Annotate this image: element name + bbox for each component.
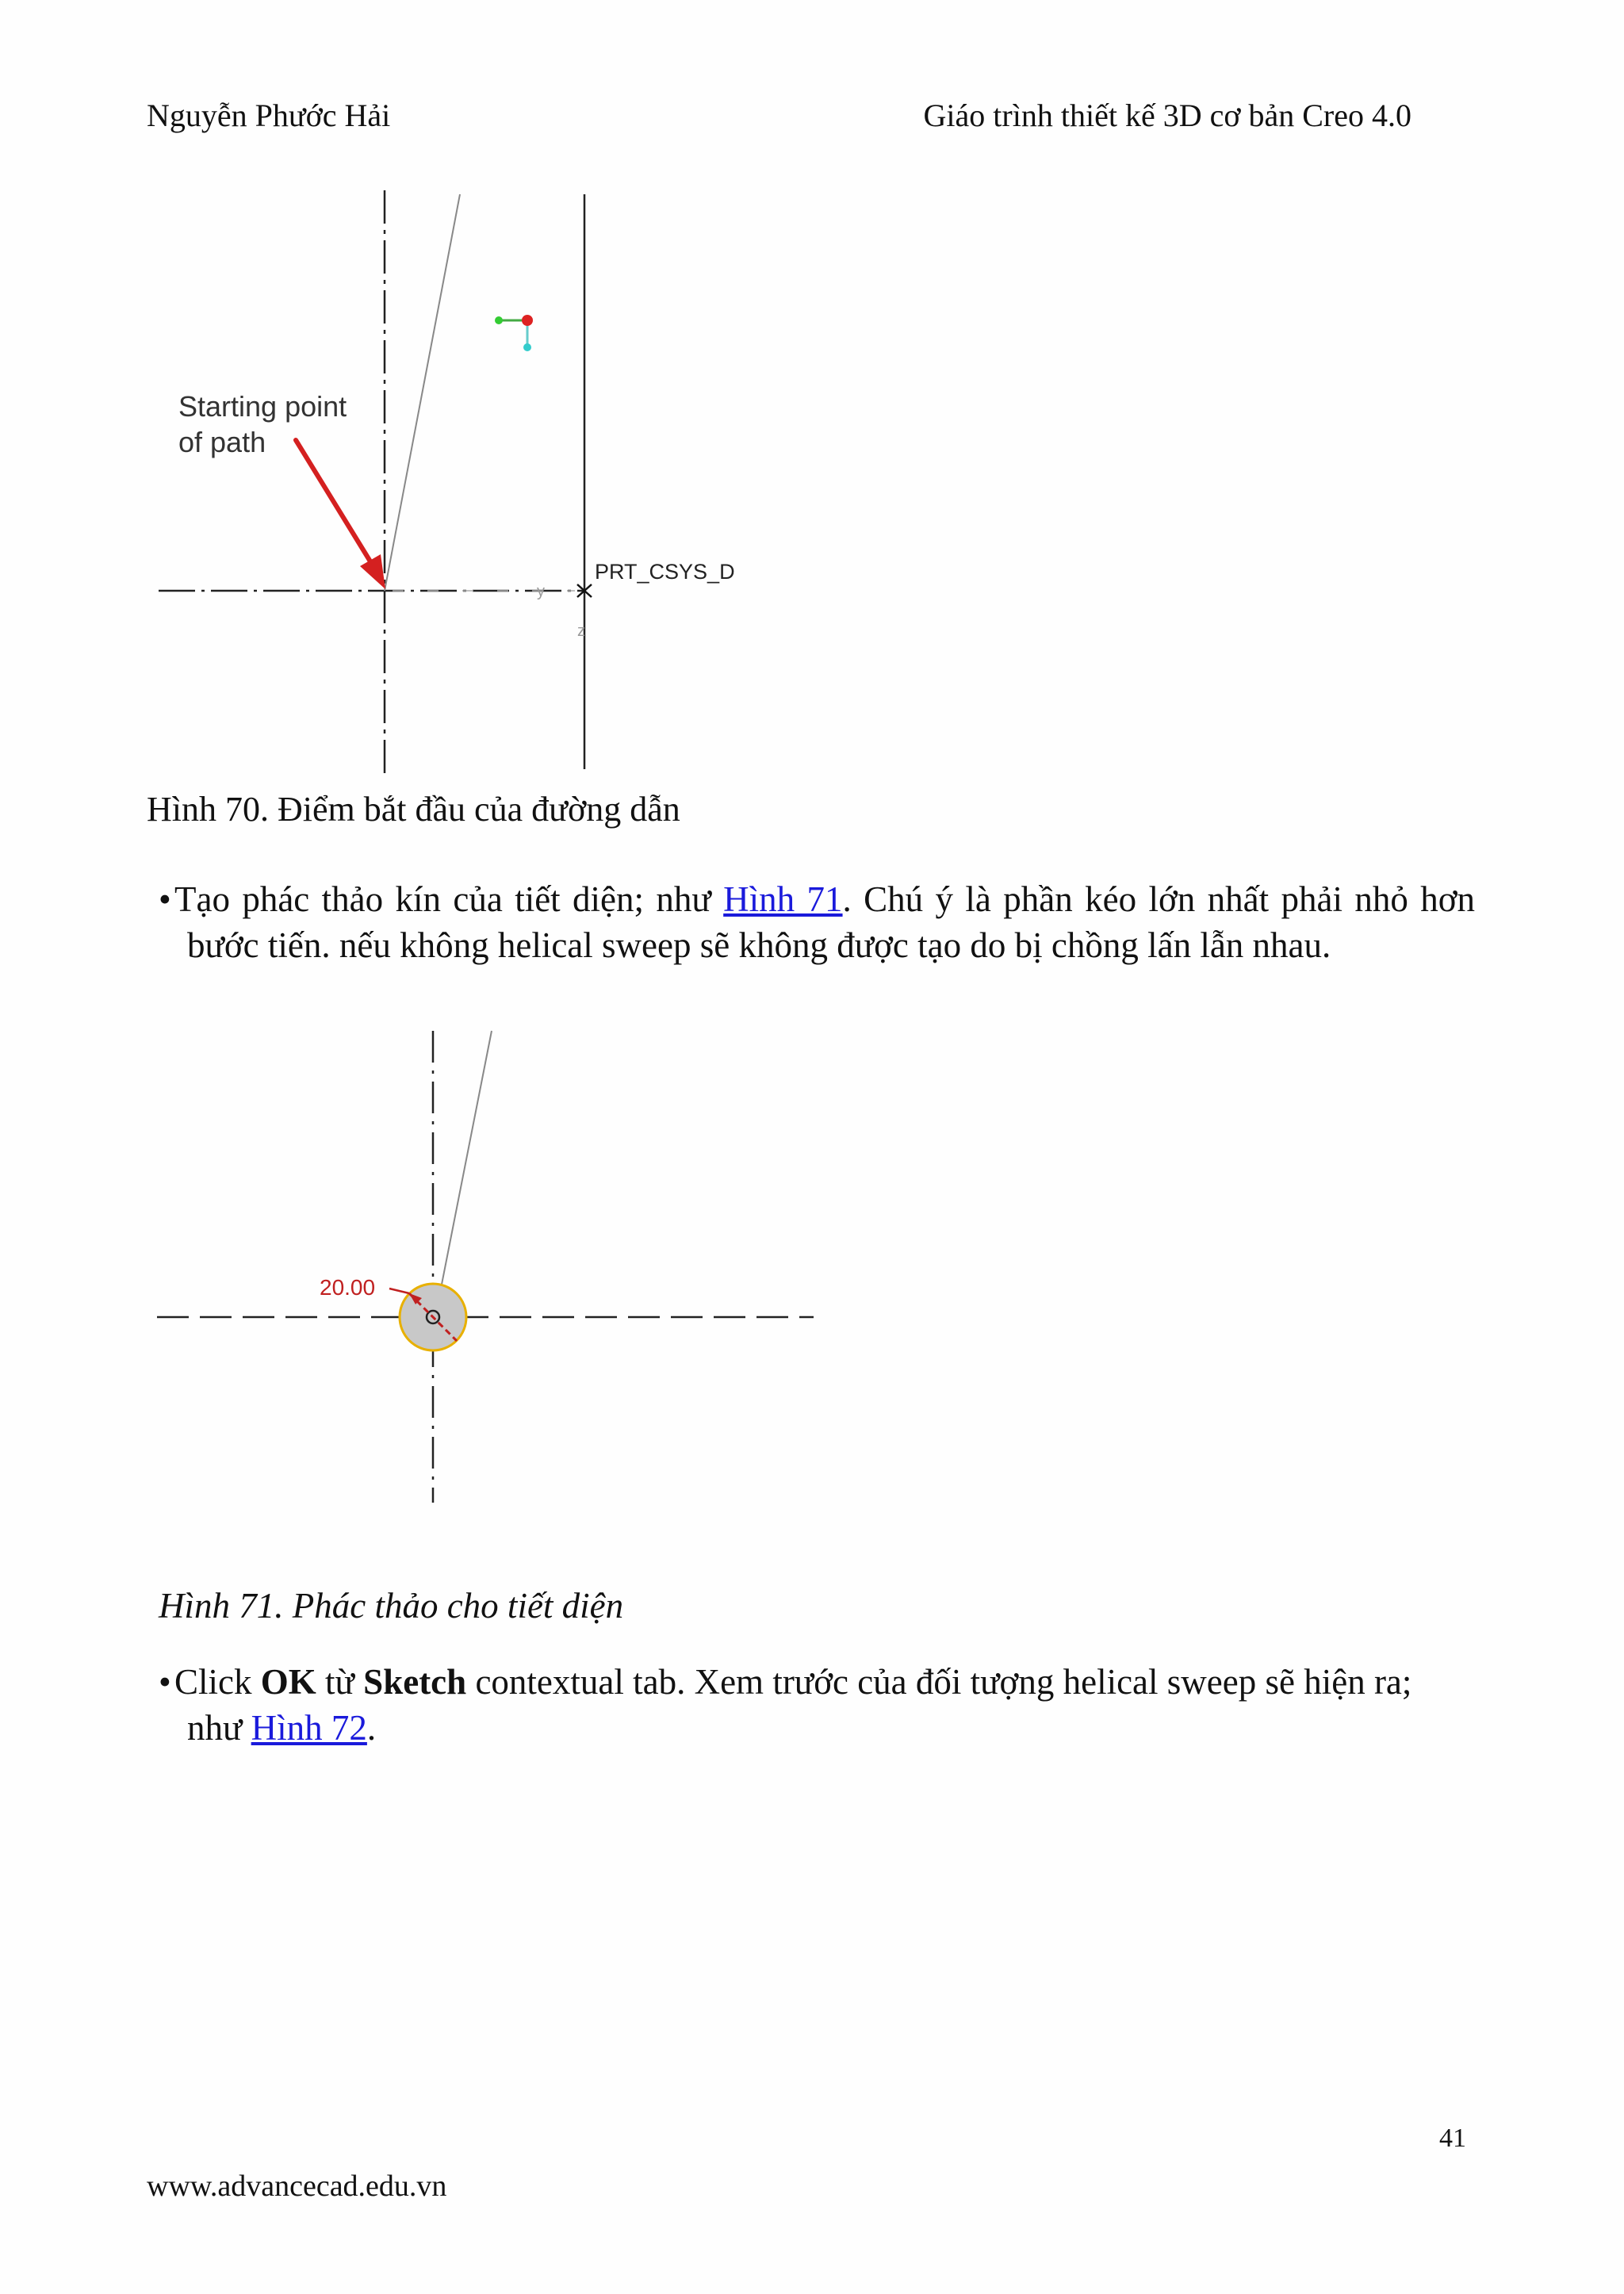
red-arrow-icon <box>296 440 385 589</box>
page-number: 41 <box>1439 2124 1466 2153</box>
bullet-2-text-a: Click <box>174 1662 261 1702</box>
diameter-dimension: 20.00 <box>320 1275 376 1300</box>
axis-z-label: z <box>577 622 585 640</box>
header-author: Nguyễn Phước Hải <box>147 98 391 133</box>
bullet-2-marker: • <box>159 1662 171 1702</box>
figure-71-caption: Hình 71. Phác thảo cho tiết diện <box>159 1586 624 1626</box>
figure-71-section-sketch <box>157 1027 823 1503</box>
bullet-2-text-c: contextual tab. Xem trước của đối tượng helical sweep sẽ hiện ra; như <box>187 1662 1412 1748</box>
figure-70-starting-point <box>155 190 741 773</box>
bullet-1-text-b: . Chú ý là phần kéo lớn nhất phải nhỏ hơn bước tiến. nếu không helical sweep sẽ không được tạo do bị chồng lấn lẫn nhau. <box>187 879 1476 965</box>
header-book-title: Giáo trình thiết kế 3D cơ bản Creo 4.0 <box>923 98 1411 133</box>
axis-y-label: y <box>537 583 545 600</box>
bullet-paragraph-2 <box>159 1659 1475 1751</box>
figure-70-caption: Hình 70. Điểm bắt đầu của đường dẫn <box>147 790 680 829</box>
trajectory-line <box>439 1031 492 1300</box>
sketch-term: Sketch <box>363 1662 467 1702</box>
bullet-1-marker: • <box>159 879 171 919</box>
triad-icon <box>495 315 533 351</box>
path-line <box>385 194 460 591</box>
link-hinh-71[interactable]: Hình 71 <box>723 879 843 919</box>
annotation-line-1: Starting point <box>178 390 347 423</box>
bullet-1-text-a: Tạo phác thảo kín của tiết diện; như <box>174 879 724 919</box>
csys-label: PRT_CSYS_D <box>595 560 735 584</box>
bullet-2-text-b: từ <box>316 1662 364 1702</box>
bullet-paragraph-1 <box>159 876 1475 968</box>
ok-term: OK <box>260 1662 316 1702</box>
link-hinh-72[interactable]: Hình 72 <box>251 1708 367 1748</box>
annotation-line-2: of path <box>178 426 266 458</box>
footer-website: www.advancecad.edu.vn <box>147 2170 447 2203</box>
bullet-2-text-d: . <box>366 1708 377 1748</box>
